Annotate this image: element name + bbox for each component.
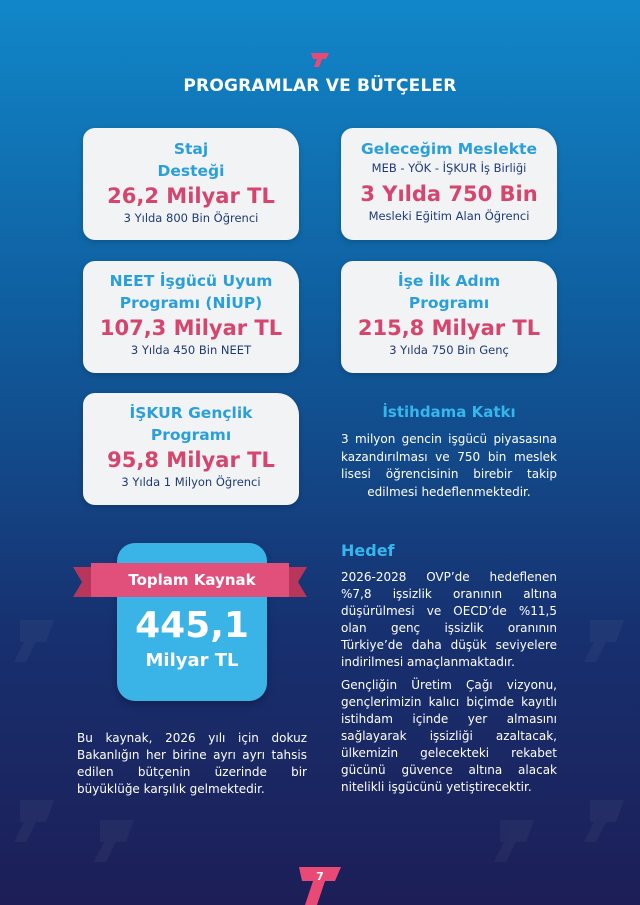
card-subtext: 3 Yılda 800 Bin Öğrenci [123,211,259,225]
card-heading: İşe İlk Adım [397,272,501,290]
card-heading: Programı [150,426,232,444]
card-subtext: MEB - YÖK - İŞKUR İş Birliği [371,161,527,175]
total-unit: Milyar TL [145,650,239,671]
hedef-title: Hedef [341,541,395,560]
card-heading: Programı (NİUP) [119,294,263,312]
card-heading: Programı [408,294,490,312]
card-subtext: 3 Yılda 750 Bin Genç [389,343,509,357]
card-gelecegim-meslekte [341,128,557,240]
total-label: Toplam Kaynak [128,571,256,589]
card-heading: NEET İşgücü Uyum [109,272,273,290]
hedef-paragraph-1: 2026-2028 OVP’de hedeflenen %7,8 işsizlik oranının altına düşürülmesi ve OECD’de %11,5 olan genç işsizlik oranının Türkiye’de daha düşük seviyelere indirilmesi amaçlanmaktadır. [341,570,557,669]
page-title: PROGRAMLAR VE BÜTÇELER [183,76,457,96]
card-heading: İŞKUR Gençlik [129,404,253,422]
card-amount: 215,8 Milyar TL [357,316,541,340]
card-neet-program [83,261,299,373]
katki-text: 3 milyon gencin işgücü piyasasına kazandırılması ve 750 bin meslek lisesi öğrencisinin birebir takip edilmesi hedeflenmektedir. [341,432,557,499]
card-amount: 95,8 Milyar TL [107,448,275,472]
card-ise-ilk-adim [341,261,557,373]
hedef-paragraph-2: Gençliğin Üretim Çağı vizyonu, gençlerimizin kalıcı biçimde kayıtlı istihdam içinde yer almasını sağlayarak işsizliği azaltacak, ülkemizin gelecekteki rekabet gücünü güvence altına alacak nitelikli işgücünü yetiştirecektir. [341,678,557,794]
total-value: 445,1 [135,605,249,646]
brand-logo-icon [311,53,329,67]
card-heading: Staj [173,140,209,158]
card-subtext: 3 Yılda 450 Bin NEET [130,343,252,357]
card-staj-destegi [83,128,299,240]
page-number: 7 [316,870,324,883]
card-subtext: Mesleki Eğitim Alan Öğrenci [368,209,530,223]
card-amount: 3 Yılda 750 Bin [360,182,538,206]
card-amount: 26,2 Milyar TL [107,184,275,208]
card-amount: 107,3 Milyar TL [99,316,283,340]
katki-title: İstihdama Katkı [382,403,516,421]
card-heading: Desteği [157,162,225,180]
card-heading: Geleceğim Meslekte [361,140,537,158]
card-iskur-genclik [83,393,299,505]
budget-note: Bu kaynak, 2026 yılı için dokuz Bakanlığın her birine ayrı ayrı tahsis edilen bütçenin üzerinde bir büyüklüğe karşılık gelmektedir. [77,731,307,796]
card-subtext: 3 Yılda 1 Milyon Öğrenci [121,475,261,489]
